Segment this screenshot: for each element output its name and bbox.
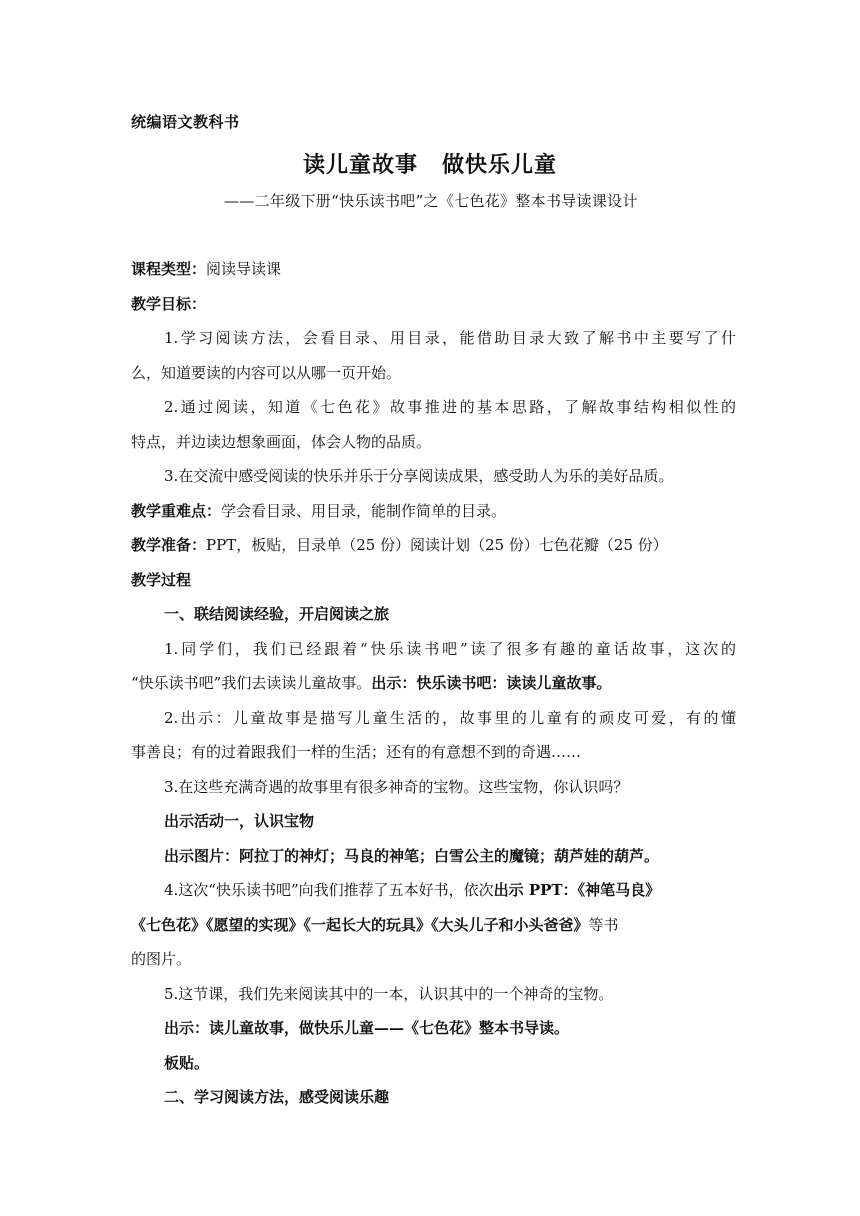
preparation-label: 教学准备： (131, 536, 207, 554)
show-lesson-title: 出示：读儿童故事，做快乐儿童——《七色花》整本书导读。 (164, 1019, 570, 1037)
title-part-2: 做快乐儿童 (442, 153, 558, 178)
step-4-line-2-emphasis: 《七色花》《愿望的实现》《一起长大的玩具》《大头儿子和小头爸爸》 (131, 915, 589, 934)
page-title (0, 148, 860, 179)
objective-2-line-2: 特点，并边读边想象画面，体会人物的品质。 (131, 432, 432, 451)
section-2-heading: 二、学习阅读方法，感受阅读乐趣 (164, 1088, 390, 1106)
step-4-line-1-text: 4.这次“快乐读书吧”向我们推荐了五本好书，依次 (164, 881, 494, 899)
step-3: 3.在这些充满奇遇的故事里有很多神奇的宝物。这些宝物，你认识吗？ (164, 777, 629, 796)
step-4-line-3: 的图片。 (131, 950, 192, 968)
step-4-line-2-text: 等书 (588, 915, 619, 934)
step-1-line-2-emphasis: 出示：快乐读书吧：读读儿童故事。 (371, 674, 612, 692)
textbook-series-label: 统编语文教科书 (131, 113, 240, 131)
page-subtitle: ——二年级下册“快乐读书吧”之《七色花》整本书导读课设计 (224, 192, 638, 210)
step-1-line-2-text: “快乐读书吧”我们去读读儿童故事。 (131, 674, 372, 692)
process-label: 教学过程 (131, 570, 192, 589)
step-1-line-1: 1.同学们，我们已经跟着“快乐读书吧”读了很多有趣的童话故事，这次的 (164, 639, 736, 658)
activity-1: 出示活动一，认识宝物 (164, 812, 315, 830)
course-type-label: 课程类型： (131, 260, 207, 278)
show-pictures: 出示图片：阿拉丁的神灯；马良的神笔；白雪公主的魔镜；葫芦娃的葫芦。 (164, 846, 660, 865)
board-note: 板贴。 (164, 1053, 210, 1072)
section-1-heading: 一、联结阅读经验，开启阅读之旅 (164, 605, 390, 623)
preparation-line (131, 528, 736, 563)
key-points-line (131, 494, 736, 529)
step-4-line-2 (131, 908, 736, 943)
course-type-line (131, 252, 736, 287)
step-2-line-1: 2.出示：儿童故事是描写儿童生活的，故事里的儿童有的顽皮可爱，有的懂 (164, 708, 736, 727)
course-type-value: 阅读导读课 (206, 260, 282, 278)
step-4-line-1 (131, 873, 736, 908)
objectives-label: 教学目标： (131, 294, 207, 313)
key-points-label: 教学重难点： (131, 501, 222, 520)
objective-2-line-1: 2.通过阅读，知道《七色花》故事推进的基本思路，了解故事结构相似性的 (164, 398, 736, 416)
step-1-line-2 (131, 666, 736, 701)
preparation-value: PPT，板贴，目录单（25 份）阅读计划（25 份）七色花瓣（25 份） (206, 536, 668, 554)
objective-1-line-2: 么，知道要读的内容可以从哪一页开始。 (131, 363, 402, 382)
objective-1-line-1: 1.学习阅读方法，会看目录、用目录，能借助目录大致了解书中主要写了什 (164, 329, 736, 347)
step-4-line-1-emphasis: 出示 PPT：《神笔马良》 (493, 881, 661, 899)
document-body (131, 252, 736, 1115)
objective-3: 3.在交流中感受阅读的快乐并乐于分享阅读成果，感受助人为乐的美好品质。 (164, 467, 674, 485)
key-points-value: 学会看目录、用目录，能制作简单的目录。 (221, 501, 507, 520)
title-part-1: 读儿童故事 (302, 153, 418, 178)
step-2-line-2: 事善良；有的过着跟我们一样的生活；还有的有意想不到的奇遇…… (131, 743, 582, 761)
step-5: 5.这节课，我们先来阅读其中的一本，认识其中的一个神奇的宝物。 (164, 984, 614, 1003)
